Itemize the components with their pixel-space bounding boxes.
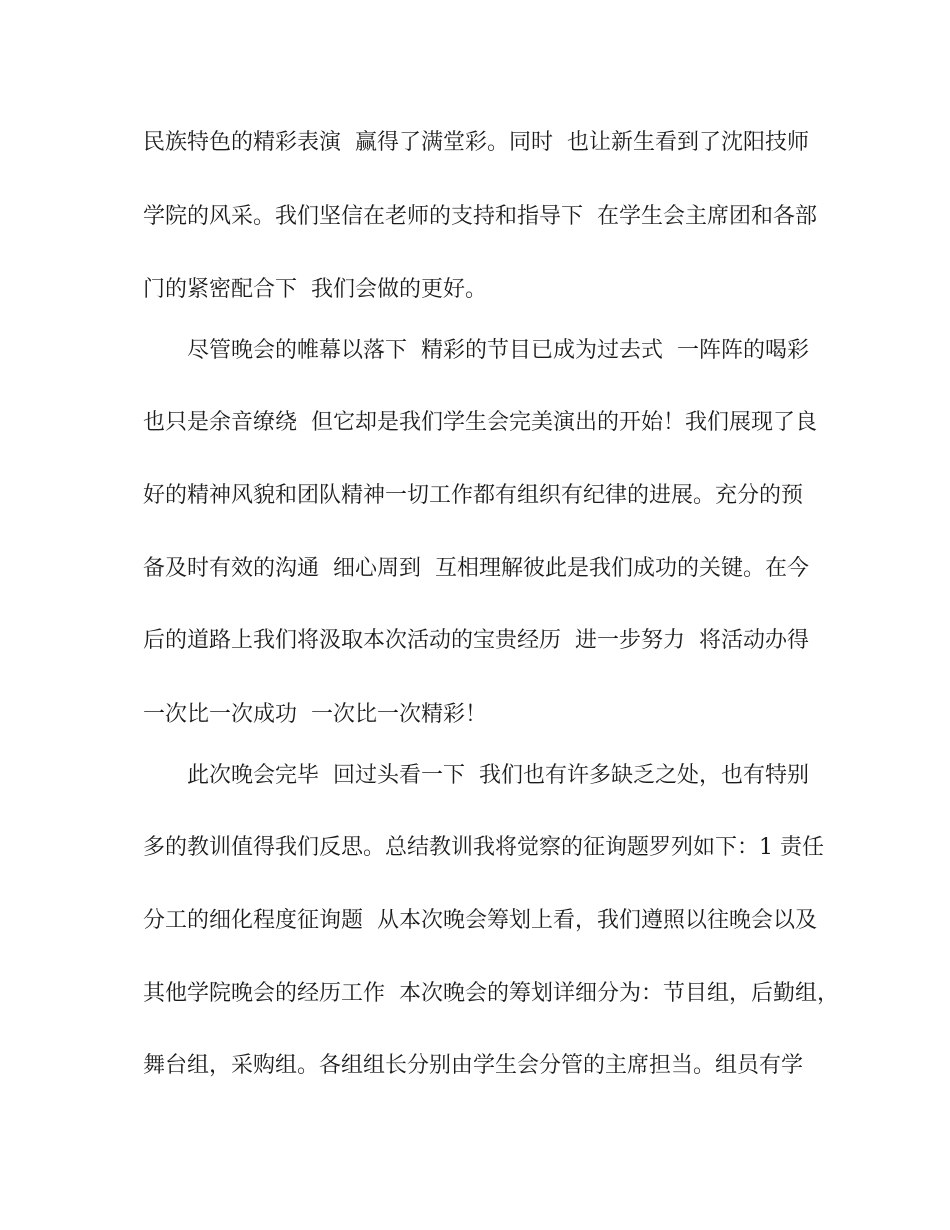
paragraph-2-line-6: 一次比一次成功 一次比一次精彩！ (143, 702, 487, 727)
paragraph-2-line-4: 备及时有效的沟通 细心周到 互相理解彼此是我们成功的关键。在今 (143, 556, 809, 581)
paragraph-1-line-1: 民族特色的精彩表演 赢得了满堂彩。同时 也让新生看到了沈阳技师 (143, 130, 809, 155)
paragraph-3-line-2: 多的教训值得我们反思。总结教训我将觉察的征询题罗列如下：1 责任 (143, 835, 824, 860)
paragraph-2-line-3: 好的精神风貌和团队精神一切工作都有组织有纪律的进展。充分的预 (143, 483, 804, 508)
paragraph-3-line-4: 其他学院晚会的经历工作 本次晚会的筹划详细分为：节目组，后勤组， (143, 981, 839, 1006)
paragraph-3-line-5: 舞台组，采购组。各组组长分别由学生会分管的主席担当。组员有学 (143, 1053, 804, 1078)
paragraph-3-line-1: 此次晚会完毕 回过头看一下 我们也有许多缺乏之处，也有特别 (187, 763, 809, 788)
paragraph-2-line-1: 尽管晚会的帷幕以落下 精彩的节目已成为过去式 一阵阵的喝彩 (187, 338, 809, 363)
paragraph-1-line-2: 学院的风采。我们坚信在老师的支持和指导下 在学生会主席团和各部 (143, 204, 817, 229)
paragraph-3-line-3: 分工的细化程度征询题 从本次晚会筹划上看，我们遵照以往晚会以及 (143, 908, 817, 933)
paragraph-2-line-2: 也只是余音缭绕 但它却是我们学生会完美演出的开始！我们展现了良 (143, 410, 817, 435)
paragraph-1-line-3: 门的紧密配合下 我们会做的更好。 (143, 277, 487, 302)
paragraph-2-line-5: 后的道路上我们将汲取本次活动的宝贵经历 进一步努力 将活动办得 (143, 628, 809, 653)
